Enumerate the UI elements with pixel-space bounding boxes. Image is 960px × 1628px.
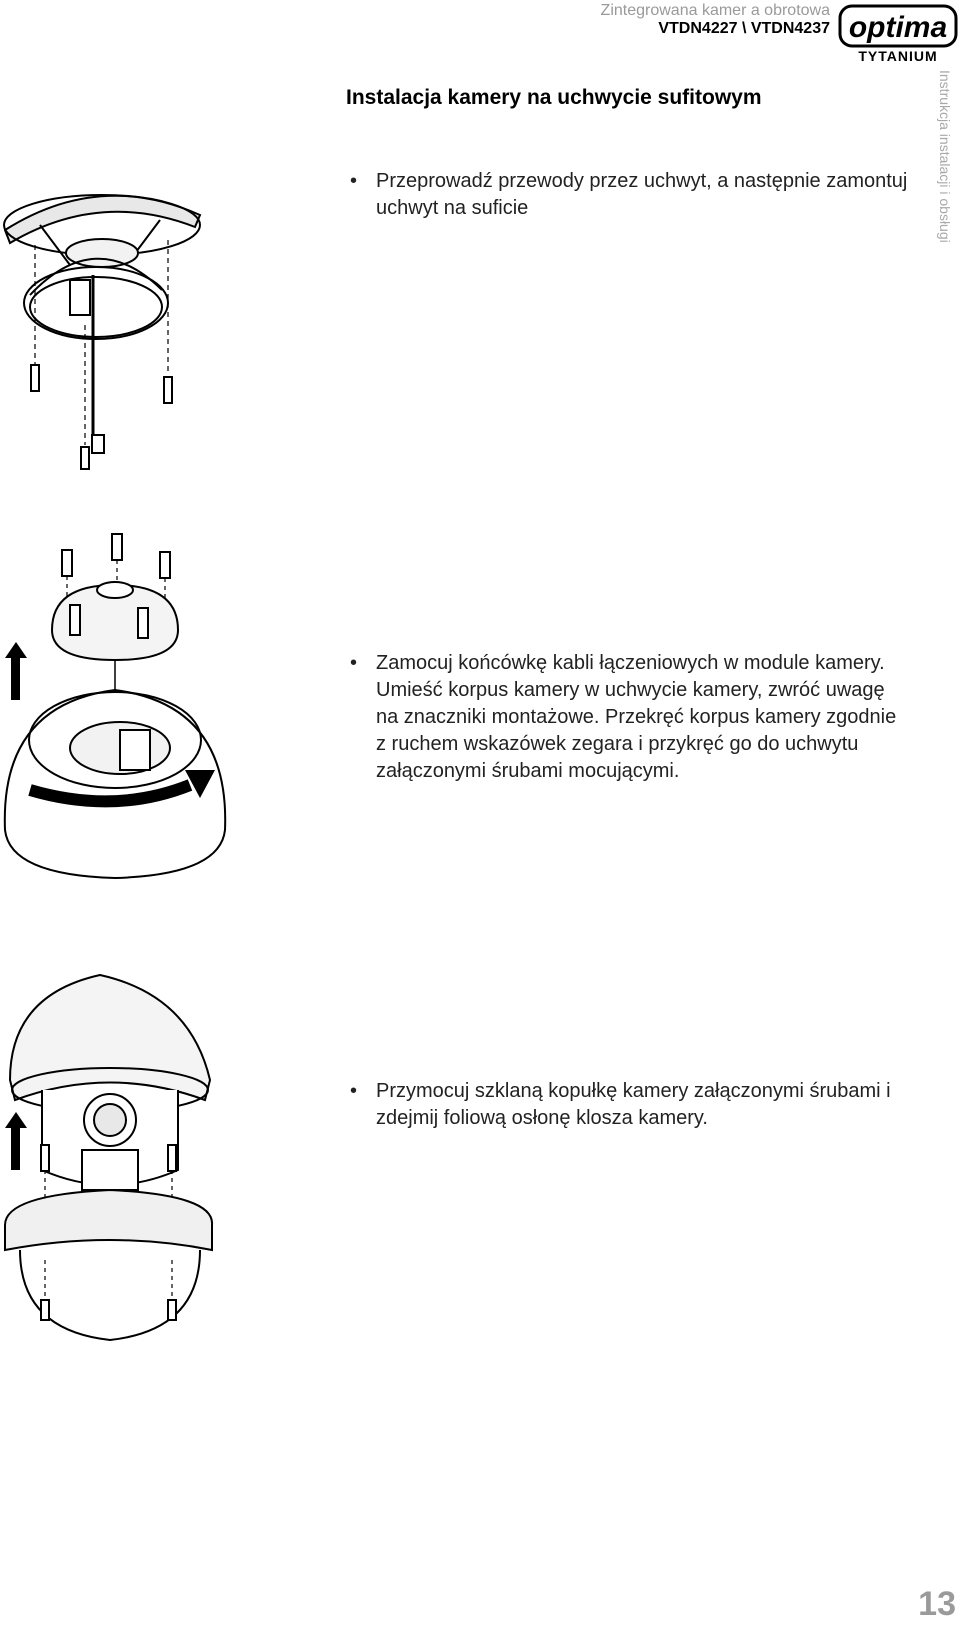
- step-3: [350, 1078, 910, 1132]
- header-models: VTDN4227 \ VTDN4237: [658, 20, 830, 37]
- brand-text: optima: [848, 11, 948, 44]
- step-1-text: Przeprowadź przewody przez uchwyt, a następnie zamontuj uchwyt na suficie: [376, 170, 908, 219]
- dome-cover-illustration: [0, 970, 220, 1350]
- bullet-dot: •: [350, 652, 358, 674]
- step-2-text: Zamocuj końcówkę kabli łączeniowych w module kamery. Umieść korpus kamery w uchwycie kamery, zwróć uwagę na znaczniki montażowe. Przekręć korpus kamery zgodnie z ruchem wskazówek zegara i przykręć go do uchwytu załączonymi śrubami mocującymi.: [376, 652, 897, 782]
- brand-sub-text: TYTANIUM: [858, 48, 938, 64]
- side-label: [937, 70, 959, 280]
- page-number: 13: [918, 1585, 956, 1623]
- step-1: [350, 168, 910, 222]
- step-3-text: Przymocuj szklaną kopułkę kamery załączonymi śrubami i zdejmij foliową osłonę klosza kamery.: [376, 1080, 891, 1129]
- step-2: [350, 650, 910, 785]
- bullet-dot: •: [350, 1080, 358, 1102]
- camera-body-illustration: [0, 530, 240, 890]
- optima-logo: [838, 4, 958, 64]
- header-product-line: Zintegrowana kamer a obrotowa: [600, 2, 830, 19]
- section-title: Instalacja kamery na uchwycie sufitowym: [346, 86, 762, 109]
- bullet-dot: •: [350, 170, 358, 192]
- side-label-text: Instrukcja instalacji i obsługi: [937, 70, 953, 243]
- ceiling-mount-illustration: [0, 185, 210, 485]
